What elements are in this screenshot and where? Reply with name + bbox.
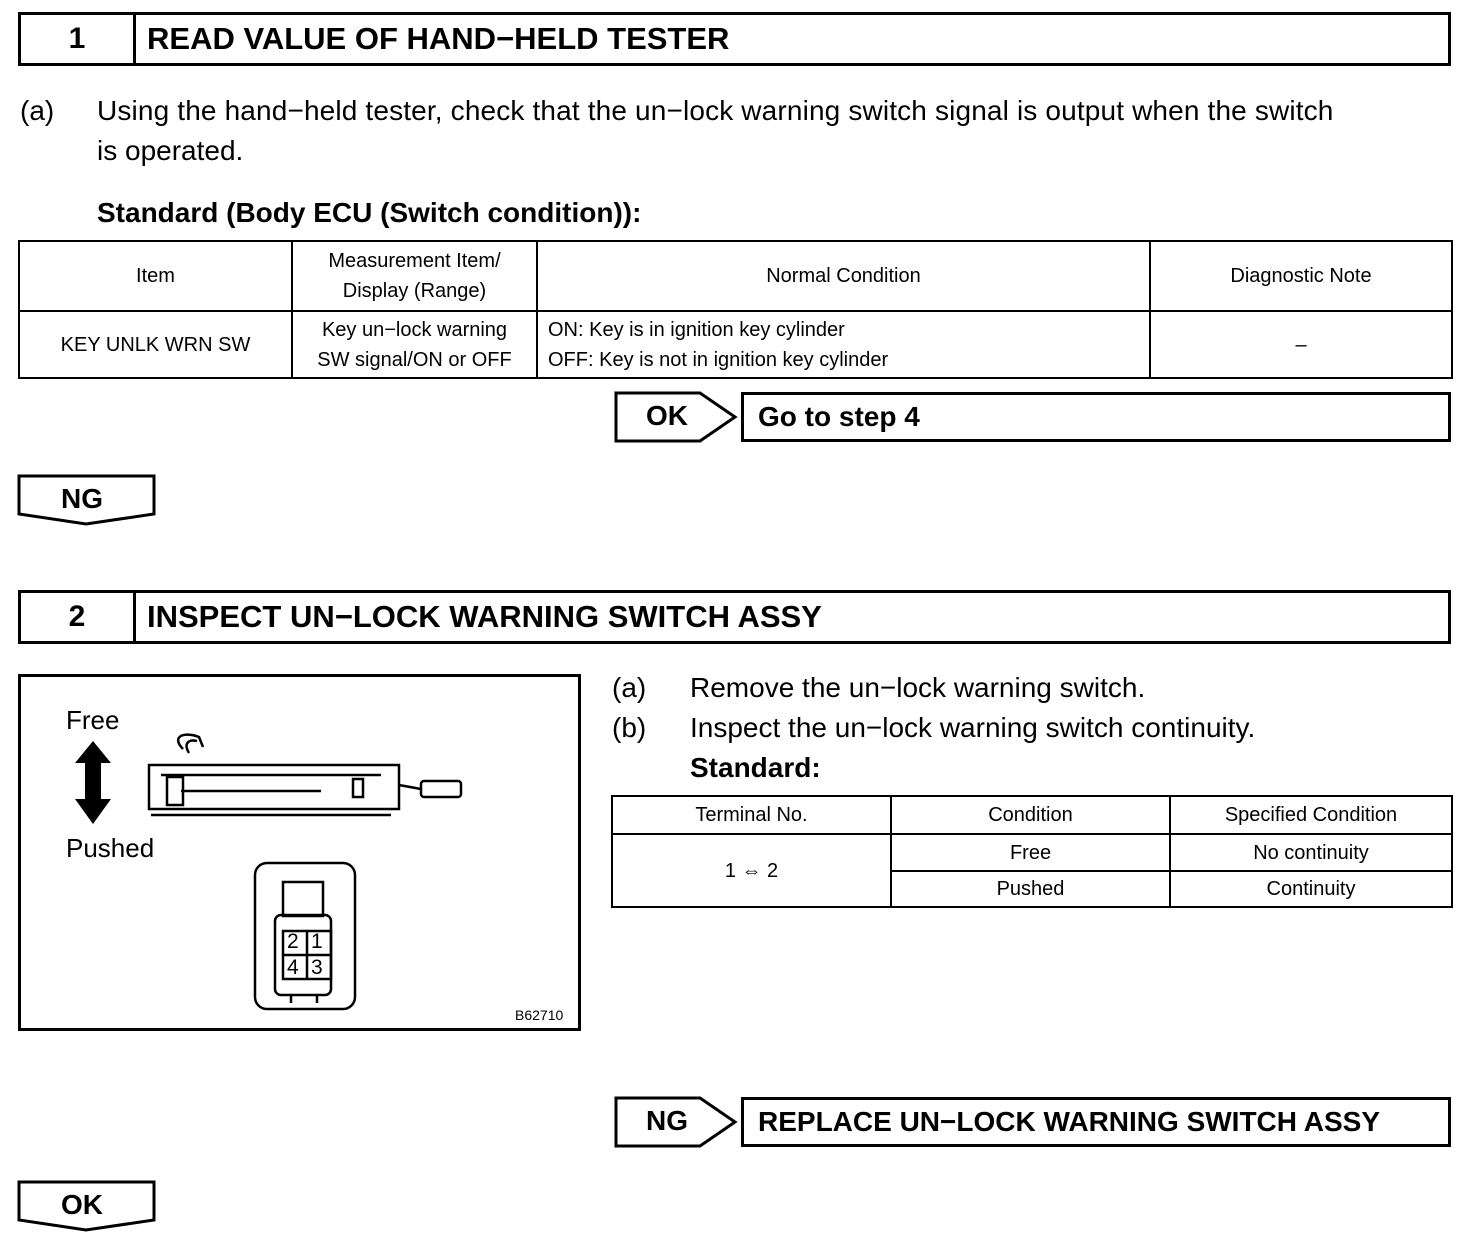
switch-figure: [18, 674, 581, 1031]
step1-ok-label: OK: [646, 400, 688, 431]
step2-title: INSPECT UN−LOCK WARNING SWITCH ASSY: [147, 599, 822, 634]
pin-2: 2: [287, 930, 299, 953]
step2-number: 2: [21, 593, 136, 641]
cell-measurement-line2: SW signal/ON or OFF: [317, 348, 512, 371]
step2-ng-action[interactable]: REPLACE UN−LOCK WARNING SWITCH ASSY: [741, 1097, 1451, 1147]
step1-item-a-label: (a): [20, 95, 55, 126]
step1-standard-heading: Standard (Body ECU (Switch condition)):: [97, 197, 642, 228]
cell-condition-pushed: Pushed: [891, 871, 1170, 907]
pin-4: 4: [287, 956, 299, 979]
step1-title: READ VALUE OF HAND−HELD TESTER: [147, 21, 730, 56]
connector-icon: [255, 863, 355, 1009]
cell-normal-line2: OFF: Key is not in ignition key cylinder: [548, 348, 889, 371]
step2-item-a-label: (a): [612, 672, 647, 703]
step2-spec-table: [611, 795, 1453, 908]
header-item: Item: [19, 241, 292, 311]
step2-item-b-text: Inspect the un−lock warning switch continuity.: [690, 712, 1256, 743]
label-pushed: Pushed: [66, 833, 155, 863]
step1-ng-label: NG: [61, 483, 103, 514]
label-free: Free: [66, 705, 120, 735]
cell-specified-free: No continuity: [1170, 834, 1452, 871]
step1-number: 1: [21, 15, 136, 63]
step2-header: [18, 590, 1451, 644]
header-normal-condition: Normal Condition: [537, 241, 1150, 311]
cell-item: KEY UNLK WRN SW: [19, 311, 292, 378]
cell-specified-pushed: Continuity: [1170, 871, 1452, 907]
header-terminal: Terminal No.: [612, 796, 891, 834]
switch-body-icon: [149, 735, 461, 815]
cell-terminal: 1 ⇔ 2: [612, 834, 891, 907]
header-specified: Specified Condition: [1170, 796, 1452, 834]
step2-standard-heading: Standard:: [690, 752, 821, 783]
free-pushed-arrow-icon: [75, 741, 111, 824]
header-measurement-line1: Measurement Item/: [328, 250, 501, 272]
pin-1: 1: [311, 930, 323, 953]
step1-item-a-line2: is operated.: [97, 135, 244, 166]
step2-item-b-label: (b): [612, 712, 647, 743]
step2-ng-label: NG: [646, 1105, 688, 1136]
header-condition: Condition: [891, 796, 1170, 834]
header-measurement-line2: Display (Range): [342, 280, 487, 302]
cell-condition-free: Free: [891, 834, 1170, 871]
step2-ok-label: OK: [61, 1189, 103, 1220]
figure-code: B62710: [515, 1007, 564, 1023]
step2-item-a-text: Remove the un−lock warning switch.: [690, 672, 1146, 703]
cell-normal-line1: ON: Key is in ignition key cylinder: [548, 318, 845, 341]
step1-item-a-line1: Using the hand−held tester, check that the un−lock warning switch signal is output when the switch: [97, 95, 1334, 126]
cell-measurement-line1: Key un−lock warning: [321, 318, 508, 341]
header-diagnostic-note: Diagnostic Note: [1150, 241, 1452, 311]
cell-diagnostic-note: –: [1150, 311, 1452, 378]
step1-ok-action[interactable]: Go to step 4: [741, 392, 1451, 442]
pin-3: 3: [311, 956, 323, 979]
